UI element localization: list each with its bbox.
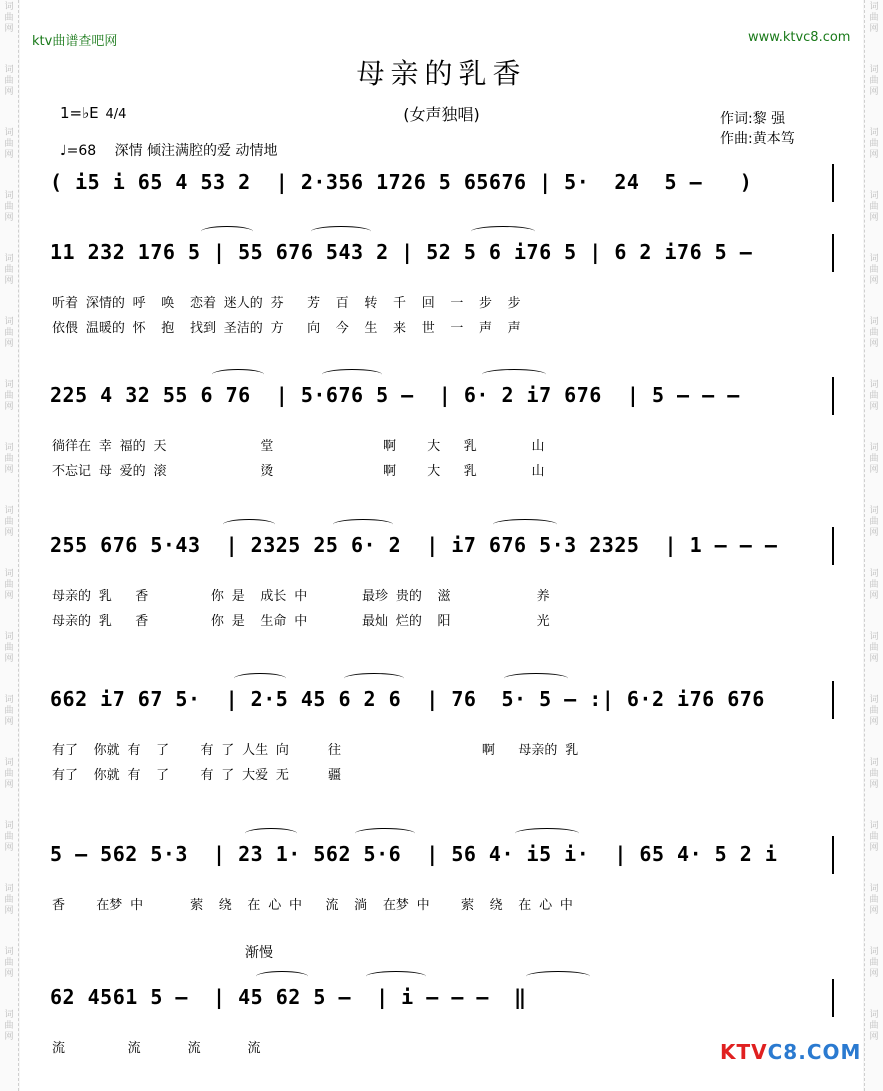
expression-mark: 深情 倾注满腔的爱 动情地 [114,143,278,159]
side-mark-text: 词 曲 网 [4,128,14,160]
side-mark-text: 词 曲 网 [4,947,14,979]
slur-mark [355,828,415,839]
slur-mark [471,226,535,237]
time-signature: 4/4 [105,107,127,122]
side-mark-text: 词 曲 网 [869,947,879,979]
system-end-barline [832,234,834,272]
music-line: ( i5 i 65 4 53 2 | 2·356 1726 5 65676 | 5· 24 5 — ) [50,170,753,194]
side-mark-text: 词 曲 网 [869,884,879,916]
lyric-line: 有了 你就 有 了 有 了 人生 向 往 啊 母亲的 乳 [52,743,579,758]
side-mark-text: 词 曲 网 [4,2,14,34]
music-line: 255 676 5·43 | 2325 25 6· 2 | i7 676 5·3 2325 | 1 — — — [50,533,790,557]
composer-credit: 作曲:黄本笃 [720,131,795,147]
music-line: 11 232 176 5 | 55 676 543 2 | 52 5 6 i76 5 | 6 2 i76 5 — [50,240,765,264]
song-title: 母亲的乳香 [356,57,527,90]
lyric-line: 香 在梦 中 萦 绕 在 心 中 流 淌 在梦 中 萦 绕 在 心 中 [52,898,573,913]
music-line: 225 4 32 55 6 76 | 5·676 5 — | 6· 2 i7 676 | 5 — — — [50,383,753,407]
side-mark-text: 词 曲 网 [869,254,879,286]
slur-mark [201,226,253,237]
slur-mark [311,226,371,237]
system-end-barline [832,527,834,565]
side-mark-text: 词 曲 网 [869,65,879,97]
lyric-line: 徜徉在 幸 福的 天 堂 啊 大 乳 山 [52,439,545,454]
side-mark-text: 词 曲 网 [869,821,879,853]
side-mark-text: 词 曲 网 [869,380,879,412]
side-mark-text: 词 曲 网 [4,1010,14,1042]
side-mark-text: 词 曲 网 [869,2,879,34]
side-mark-text: 词 曲 网 [4,884,14,916]
slur-mark [344,673,404,684]
side-mark-text: 词 曲 网 [869,317,879,349]
music-line: 5 — 562 5·3 | 23 1· 562 5·6 | 56 4· i5 i· | 65 4· 5 2 i [50,842,790,866]
slur-mark [333,519,393,530]
music-line: 62 4561 5 — | 45 62 5 — | i — — — ‖ [50,985,527,1009]
system-end-barline [832,836,834,874]
slur-mark [223,519,275,530]
side-mark-text: 词 曲 网 [4,443,14,475]
side-mark-text: 词 曲 网 [4,695,14,727]
system-end-barline [832,681,834,719]
lyric-line: 依偎 温暖的 怀 抱 找到 圣洁的 方 向 今 生 来 世 一 声 声 [52,321,521,336]
footer-logo-b: C8.COM [767,1040,862,1064]
slur-mark [515,828,579,839]
site-url-right[interactable]: www.ktvc8.com [748,30,851,45]
right-margin-watermark [864,0,883,1091]
side-mark-text: 词 曲 网 [4,506,14,538]
song-subtitle: (女声独唱) [403,105,480,124]
side-mark-text: 词 曲 网 [4,254,14,286]
left-margin-watermark [0,0,19,1091]
side-mark-text: 词 曲 网 [4,191,14,223]
side-mark-text: 词 曲 网 [869,128,879,160]
lyric-line: 流 流 流 流 [52,1041,261,1056]
slur-mark [256,971,308,982]
site-name-left[interactable]: ktv曲谱查吧网 [32,34,118,49]
side-mark-text: 词 曲 网 [869,1010,879,1042]
side-mark-text: 词 曲 网 [869,695,879,727]
side-mark-text: 词 曲 网 [869,569,879,601]
side-mark-text: 词 曲 网 [4,758,14,790]
slur-mark [245,828,297,839]
lyric-line: 有了 你就 有 了 有 了 大爱 无 疆 [52,768,342,783]
slur-mark [366,971,426,982]
system-end-barline [832,979,834,1017]
slur-mark [526,971,590,982]
side-mark-text: 词 曲 网 [869,758,879,790]
ritardando-mark: 渐慢 [245,945,273,961]
slur-mark [493,519,557,530]
side-mark-text: 词 曲 网 [4,632,14,664]
system-end-barline [832,164,834,202]
tempo-line [60,140,278,160]
lyricist-credit: 作词:黎 强 [720,111,786,127]
key-signature [60,104,126,122]
lyric-line: 母亲的 乳 香 你 是 成长 中 最珍 贵的 滋 养 [52,589,550,604]
footer-logo [720,1040,861,1064]
side-mark-text: 词 曲 网 [869,506,879,538]
side-mark-text: 词 曲 网 [4,380,14,412]
system-end-barline [832,377,834,415]
slur-mark [482,369,546,380]
music-line: 662 i7 67 5· | 2·5 45 6 2 6 | 76 5· 5 — :| 6·2 i76 676 [50,687,778,711]
score-page [20,0,863,1091]
side-mark-text: 词 曲 网 [4,317,14,349]
key-label: 1=♭E [60,104,99,122]
slur-mark [234,673,286,684]
slur-mark [322,369,382,380]
side-mark-text: 词 曲 网 [869,632,879,664]
tempo-mark: ♩=68 [60,143,97,159]
lyric-line: 母亲的 乳 香 你 是 生命 中 最灿 烂的 阳 光 [52,614,550,629]
side-mark-text: 词 曲 网 [4,65,14,97]
lyric-line: 听着 深情的 呼 唤 恋着 迷人的 芬 芳 百 转 千 回 一 步 步 [52,296,521,311]
lyric-line: 不忘记 母 爱的 滚 烫 啊 大 乳 山 [52,464,545,479]
slur-mark [504,673,568,684]
side-mark-text: 词 曲 网 [4,821,14,853]
footer-logo-a: KTV [720,1040,768,1064]
side-mark-text: 词 曲 网 [869,443,879,475]
slur-mark [212,369,264,380]
side-mark-text: 词 曲 网 [869,191,879,223]
side-mark-text: 词 曲 网 [4,569,14,601]
